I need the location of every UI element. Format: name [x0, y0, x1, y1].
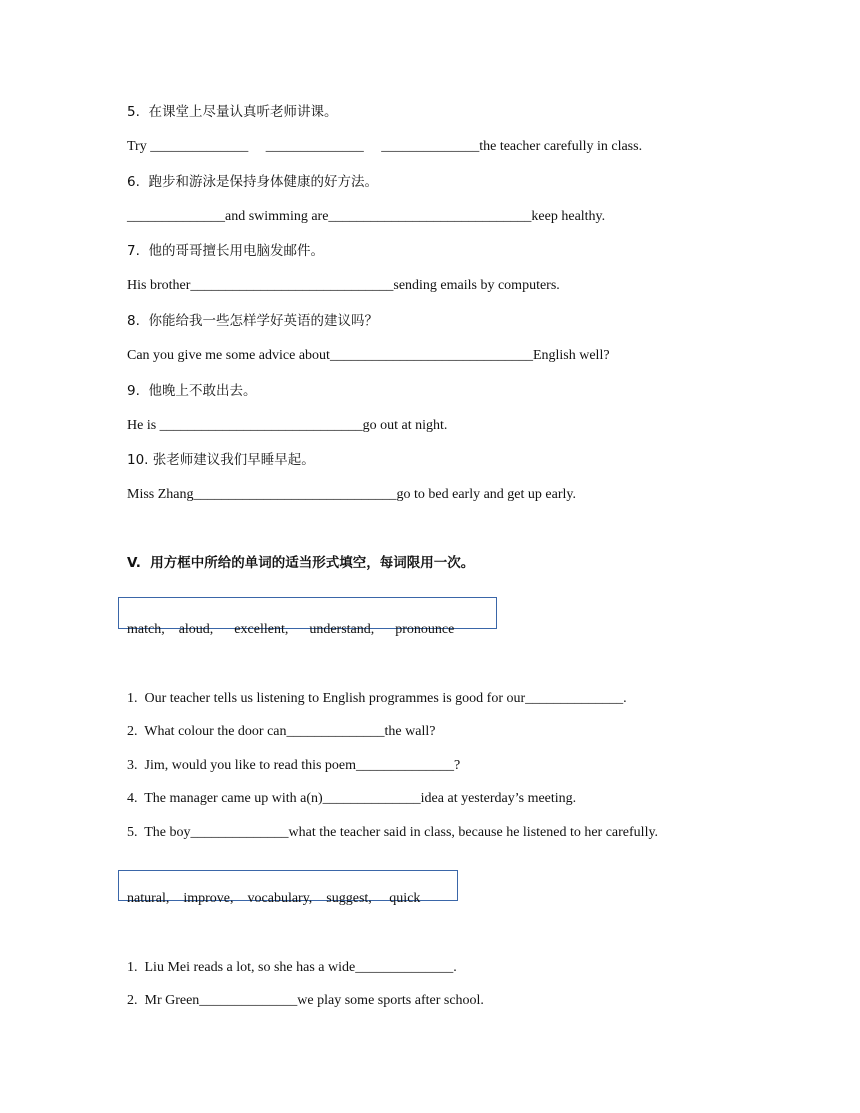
question-9-english: He is _____________________________go out at night. [127, 418, 448, 433]
word-box-2-words: natural, improve, vocabulary, suggest, quick [127, 891, 421, 906]
box2-question-1: 1. Liu Mei reads a lot, so she has a wide______________. [127, 960, 457, 975]
box1-question-5: 5. The boy______________what the teacher said in class, because he listened to her carefully. [127, 825, 659, 840]
box1-question-4: 4. The manager came up with a(n)______________idea at yesterday’s meeting. [127, 791, 577, 806]
question-8-english: Can you give me some advice about_____________________________English well? [127, 348, 610, 363]
box1-question-2: 2. What colour the door can______________the wall? [127, 724, 436, 739]
question-5-chinese: 5. 在课堂上尽量认真听老师讲课。 [127, 104, 338, 120]
box2-question-2: 2. Mr Green______________we play some sports after school. [127, 993, 484, 1008]
question-7-english: His brother_____________________________sending emails by computers. [127, 278, 560, 293]
box1-question-1: 1. Our teacher tells us listening to English programmes is good for our______________. [127, 691, 627, 706]
word-box-1-words: match, aloud, excellent, understand, pronounce [127, 622, 455, 637]
question-5-english: Try ______________ ______________ ______________the teacher carefully in class. [127, 139, 643, 154]
question-10-english: Miss Zhang_____________________________go to bed early and get up early. [127, 487, 576, 502]
question-9-chinese: 9. 他晚上不敢出去。 [127, 383, 257, 399]
question-6-english: ______________and swimming are_____________________________keep healthy. [127, 209, 606, 224]
section-v-heading: V. 用方框中所给的单词的适当形式填空，每词限用一次。 [127, 555, 475, 571]
question-8-chinese: 8. 你能给我一些怎样学好英语的建议吗？ [127, 313, 378, 329]
box1-question-3: 3. Jim, would you like to read this poem______________? [127, 758, 461, 773]
question-6-chinese: 6. 跑步和游泳是保持身体健康的好方法。 [127, 174, 378, 190]
question-10-chinese: 10. 张老师建议我们早睡早起。 [127, 452, 315, 468]
question-7-chinese: 7. 他的哥哥擅长用电脑发邮件。 [127, 243, 324, 259]
